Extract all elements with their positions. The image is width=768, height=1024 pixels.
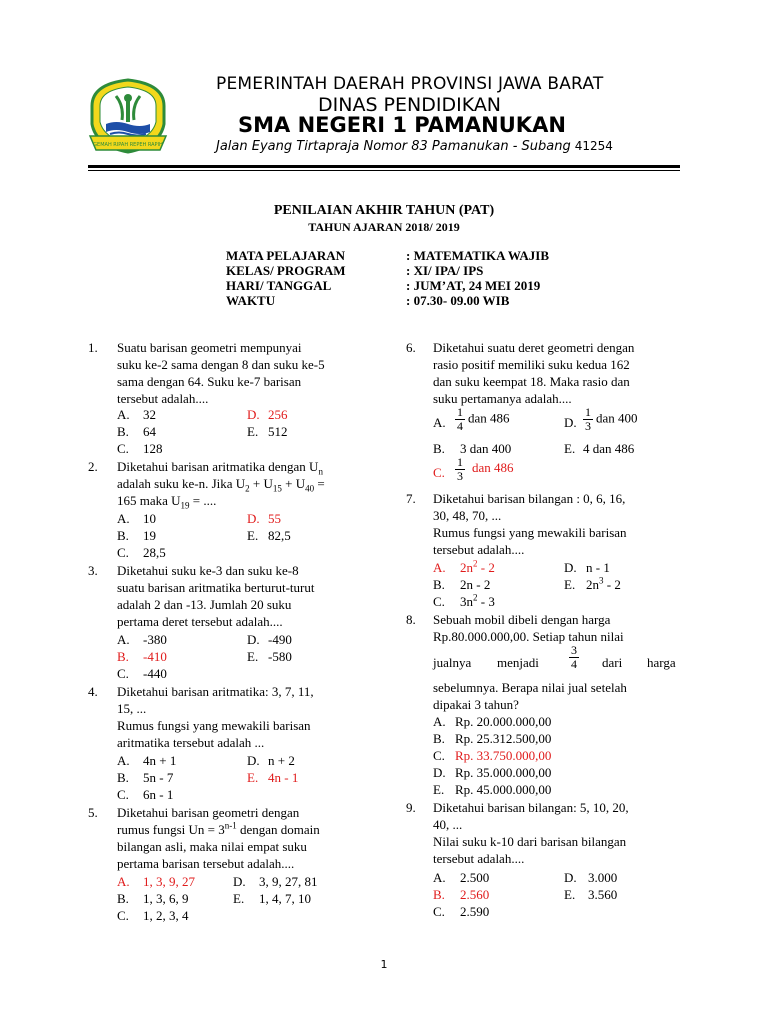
option-text: n - 1	[586, 560, 610, 575]
question-number: 5.	[88, 805, 98, 820]
option-label: C.	[117, 441, 129, 456]
question-number: 4.	[88, 684, 98, 699]
option-text: 10	[143, 511, 156, 526]
exam-year: TAHUN AJARAN 2018/ 2019	[308, 220, 460, 234]
option-label: D.	[247, 632, 260, 647]
option-label: E.	[247, 770, 259, 785]
question-9-text: Diketahui barisan bilangan: 5, 10, 20, 40, ... Nilai suku k-10 dari barisan bilangan tersebut adalah....	[433, 800, 629, 866]
option-text: Rp. 20.000.000,00	[455, 714, 552, 729]
question-2-text: Diketahui barisan aritmatika dengan $U_n$ adalah suku ke-n. Jika $U_2 + U_{15} + U_{40}$ = 165 maka $U_{19}$ = ....	[117, 459, 325, 511]
option-label: A.	[433, 415, 446, 430]
option-text: 3 dan 400	[460, 441, 512, 456]
option-text: 1, 4, 7, 10	[259, 891, 311, 906]
option-text-correct: 2.560	[460, 887, 490, 902]
info-value-date: : JUM’AT, 24 MEI 2019	[406, 278, 541, 293]
question-4-text: Diketahui barisan aritmatika: 3, 7, 11, 15, ... Rumus fungsi yang mewakili barisan aritmatika tersebut adalah ...	[117, 684, 314, 750]
option-label: B.	[117, 649, 129, 664]
header-school-name: SMA NEGERI 1 PAMANUKAN	[238, 113, 566, 137]
option-text-correct: 4n - 1	[268, 770, 299, 785]
option-label: A.	[117, 511, 130, 526]
option-text-correct: 256	[268, 407, 288, 422]
option-label: B.	[433, 441, 445, 456]
option-text-correct: 55	[268, 511, 281, 526]
option-label: D.	[564, 870, 577, 885]
option-text: $\frac{1}{4}$ dan 486	[457, 405, 510, 433]
info-label-class: KELAS/ PROGRAM	[226, 263, 346, 278]
option-text: 2.590	[460, 904, 490, 919]
option-text: Rp. 25.312.500,00	[455, 731, 552, 746]
option-label: B.	[117, 891, 129, 906]
option-label: C.	[433, 465, 445, 480]
question-number: 2.	[88, 459, 98, 474]
info-value-subject: : MATEMATIKA WAJIB	[406, 248, 550, 263]
option-text-correct: $2n^2 - 2$	[460, 558, 495, 575]
option-label: A.	[117, 632, 130, 647]
option-label: C.	[117, 666, 129, 681]
option-label: E.	[564, 577, 576, 592]
info-value-time: : 07.30- 09.00 WIB	[406, 293, 510, 308]
option-label: E.	[247, 424, 259, 439]
option-label: C.	[117, 908, 129, 923]
option-text: -580	[268, 649, 292, 664]
option-text: 128	[143, 441, 163, 456]
question-8-text-line3: jualnya	[433, 655, 472, 670]
header-zip: 41254	[574, 139, 613, 153]
question-8-text: Sebuah mobil dibeli dengan harga Rp.80.000.000,00. Setiap tahun nilai	[433, 612, 624, 644]
option-label: B.	[117, 770, 129, 785]
option-text: 2n - 2	[460, 577, 491, 592]
option-label: E.	[564, 887, 576, 902]
option-label: E.	[247, 528, 259, 543]
option-text: 4 dan 486	[583, 441, 635, 456]
info-label-date: HARI/ TANGGAL	[226, 278, 332, 293]
option-text: $2n^3 - 2$	[586, 575, 621, 592]
page-number: 1	[380, 958, 388, 971]
svg-text:GEMAH RIPAH REPEH RAPIH: GEMAH RIPAH REPEH RAPIH	[93, 142, 163, 148]
option-label: C.	[433, 904, 445, 919]
option-text: 3.560	[588, 887, 618, 902]
option-text-correct: 1, 3, 9, 27	[143, 874, 195, 889]
info-value-class: : XI/ IPA/ IPS	[406, 263, 484, 278]
option-label: D.	[247, 511, 260, 526]
option-text: 5n - 7	[143, 770, 174, 785]
option-label: B.	[117, 424, 129, 439]
header-government: PEMERINTAH DAERAH PROVINSI JAWA BARAT	[216, 74, 604, 94]
question-3-text: Diketahui suku ke-3 dan suku ke-8 suatu barisan aritmatika berturut-turut adalah 2 dan -13. Jumlah 20 suku pertama deret tersebut adalah....	[117, 563, 315, 629]
option-label: D.	[564, 560, 577, 575]
option-label: B.	[433, 577, 445, 592]
option-label: D.	[247, 407, 260, 422]
option-label: A.	[117, 874, 130, 889]
option-label: D.	[433, 765, 446, 780]
question-8-text-cont: sebelumnya. Berapa nilai jual setelah dipakai 3 tahun?	[433, 680, 627, 712]
question-8-text-word: harga	[647, 655, 676, 670]
option-text: 32	[143, 407, 156, 422]
info-label-time: WAKTU	[226, 293, 276, 308]
option-label: A.	[433, 714, 446, 729]
question-number: 3.	[88, 563, 98, 578]
question-number: 1.	[88, 340, 98, 355]
header-rule-thin	[88, 170, 680, 171]
option-label: B.	[433, 731, 445, 746]
option-text: 19	[143, 528, 156, 543]
fraction: $\frac{1}{4}$	[457, 405, 463, 433]
option-label: C.	[117, 545, 129, 560]
option-text: $3n^2 - 3$	[460, 592, 495, 609]
question-number: 7.	[406, 491, 416, 506]
option-text: $\frac{1}{3}$ dan 400	[585, 405, 638, 433]
option-text: 3.000	[588, 870, 618, 885]
info-label-subject: MATA PELAJARAN	[226, 248, 346, 263]
option-text: 64	[143, 424, 156, 439]
fraction: $\frac{1}{3}$	[585, 405, 591, 433]
option-text: -440	[143, 666, 167, 681]
option-label: E.	[433, 782, 445, 797]
option-label: B.	[117, 528, 129, 543]
option-text: 1, 2, 3, 4	[143, 908, 189, 923]
option-text-correct: Rp. 33.750.000,00	[455, 748, 552, 763]
option-text-correct: $\frac{1}{3}$ dan 486	[457, 455, 514, 483]
option-text: 1, 3, 6, 9	[143, 891, 189, 906]
option-label: D.	[233, 874, 246, 889]
option-label: C.	[433, 594, 445, 609]
question-5-text: Diketahui barisan geometri dengan rumus fungsi $Un = 3^{n-1}$ dengan domain bilangan asli, maka nilai empat suku pertama barisan tersebut adalah....	[117, 805, 320, 871]
header-department: DINAS PENDIDIKAN	[318, 94, 502, 116]
option-text-correct: -410	[143, 649, 167, 664]
option-label: C.	[117, 787, 129, 802]
option-text: 6n - 1	[143, 787, 174, 802]
exam-title: PENILAIAN AKHIR TAHUN (PAT)	[273, 203, 495, 218]
school-logo	[86, 76, 170, 156]
question-8-text-word: dari	[602, 655, 623, 670]
fraction: $\frac{1}{3}$	[457, 455, 463, 483]
option-text: 28,5	[143, 545, 166, 560]
option-label: A.	[433, 870, 446, 885]
option-text: -380	[143, 632, 167, 647]
header-rule-thick	[88, 165, 680, 168]
question-6-text: Diketahui suatu deret geometri dengan rasio positif memiliki suku kedua 162 dan suku keempat 18. Maka rasio dan suku pertamanya adalah....	[433, 340, 635, 406]
option-text: 82,5	[268, 528, 291, 543]
option-text: Rp. 35.000.000,00	[455, 765, 552, 780]
option-label: D.	[564, 415, 577, 430]
option-text: 4n + 1	[143, 753, 177, 768]
option-label: A.	[117, 407, 130, 422]
question-8-text-word: menjadi	[497, 655, 539, 670]
option-text: 2.500	[460, 870, 490, 885]
header-address: Jalan Eyang Tirtapraja Nomor 83 Pamanukan - Subang 41254	[216, 139, 613, 154]
option-label: C.	[433, 748, 445, 763]
option-text: Rp. 45.000.000,00	[455, 782, 552, 797]
option-text: -490	[268, 632, 292, 647]
question-1-text: Suatu barisan geometri mempunyai suku ke-2 sama dengan 8 dan suku ke-5 sama dengan 64. Suku ke-7 barisan tersebut adalah....	[117, 340, 325, 406]
option-label: A.	[117, 753, 130, 768]
option-label: E.	[233, 891, 245, 906]
question-number: 8.	[406, 612, 416, 627]
option-label: B.	[433, 887, 445, 902]
option-label: E.	[564, 441, 576, 456]
option-text: 512	[268, 424, 288, 439]
option-label: E.	[247, 649, 259, 664]
question-7-text: Diketahui barisan bilangan : 0, 6, 16, 30, 48, 70, ... Rumus fungsi yang mewakili barisan tersebut adalah....	[433, 491, 627, 557]
question-number: 6.	[406, 340, 416, 355]
option-text: n + 2	[268, 753, 295, 768]
option-label: A.	[433, 560, 446, 575]
fraction: $\frac{3}{4}$	[571, 643, 577, 671]
question-number: 9.	[406, 800, 416, 815]
option-label: D.	[247, 753, 260, 768]
option-text: 3, 9, 27, 81	[259, 874, 318, 889]
